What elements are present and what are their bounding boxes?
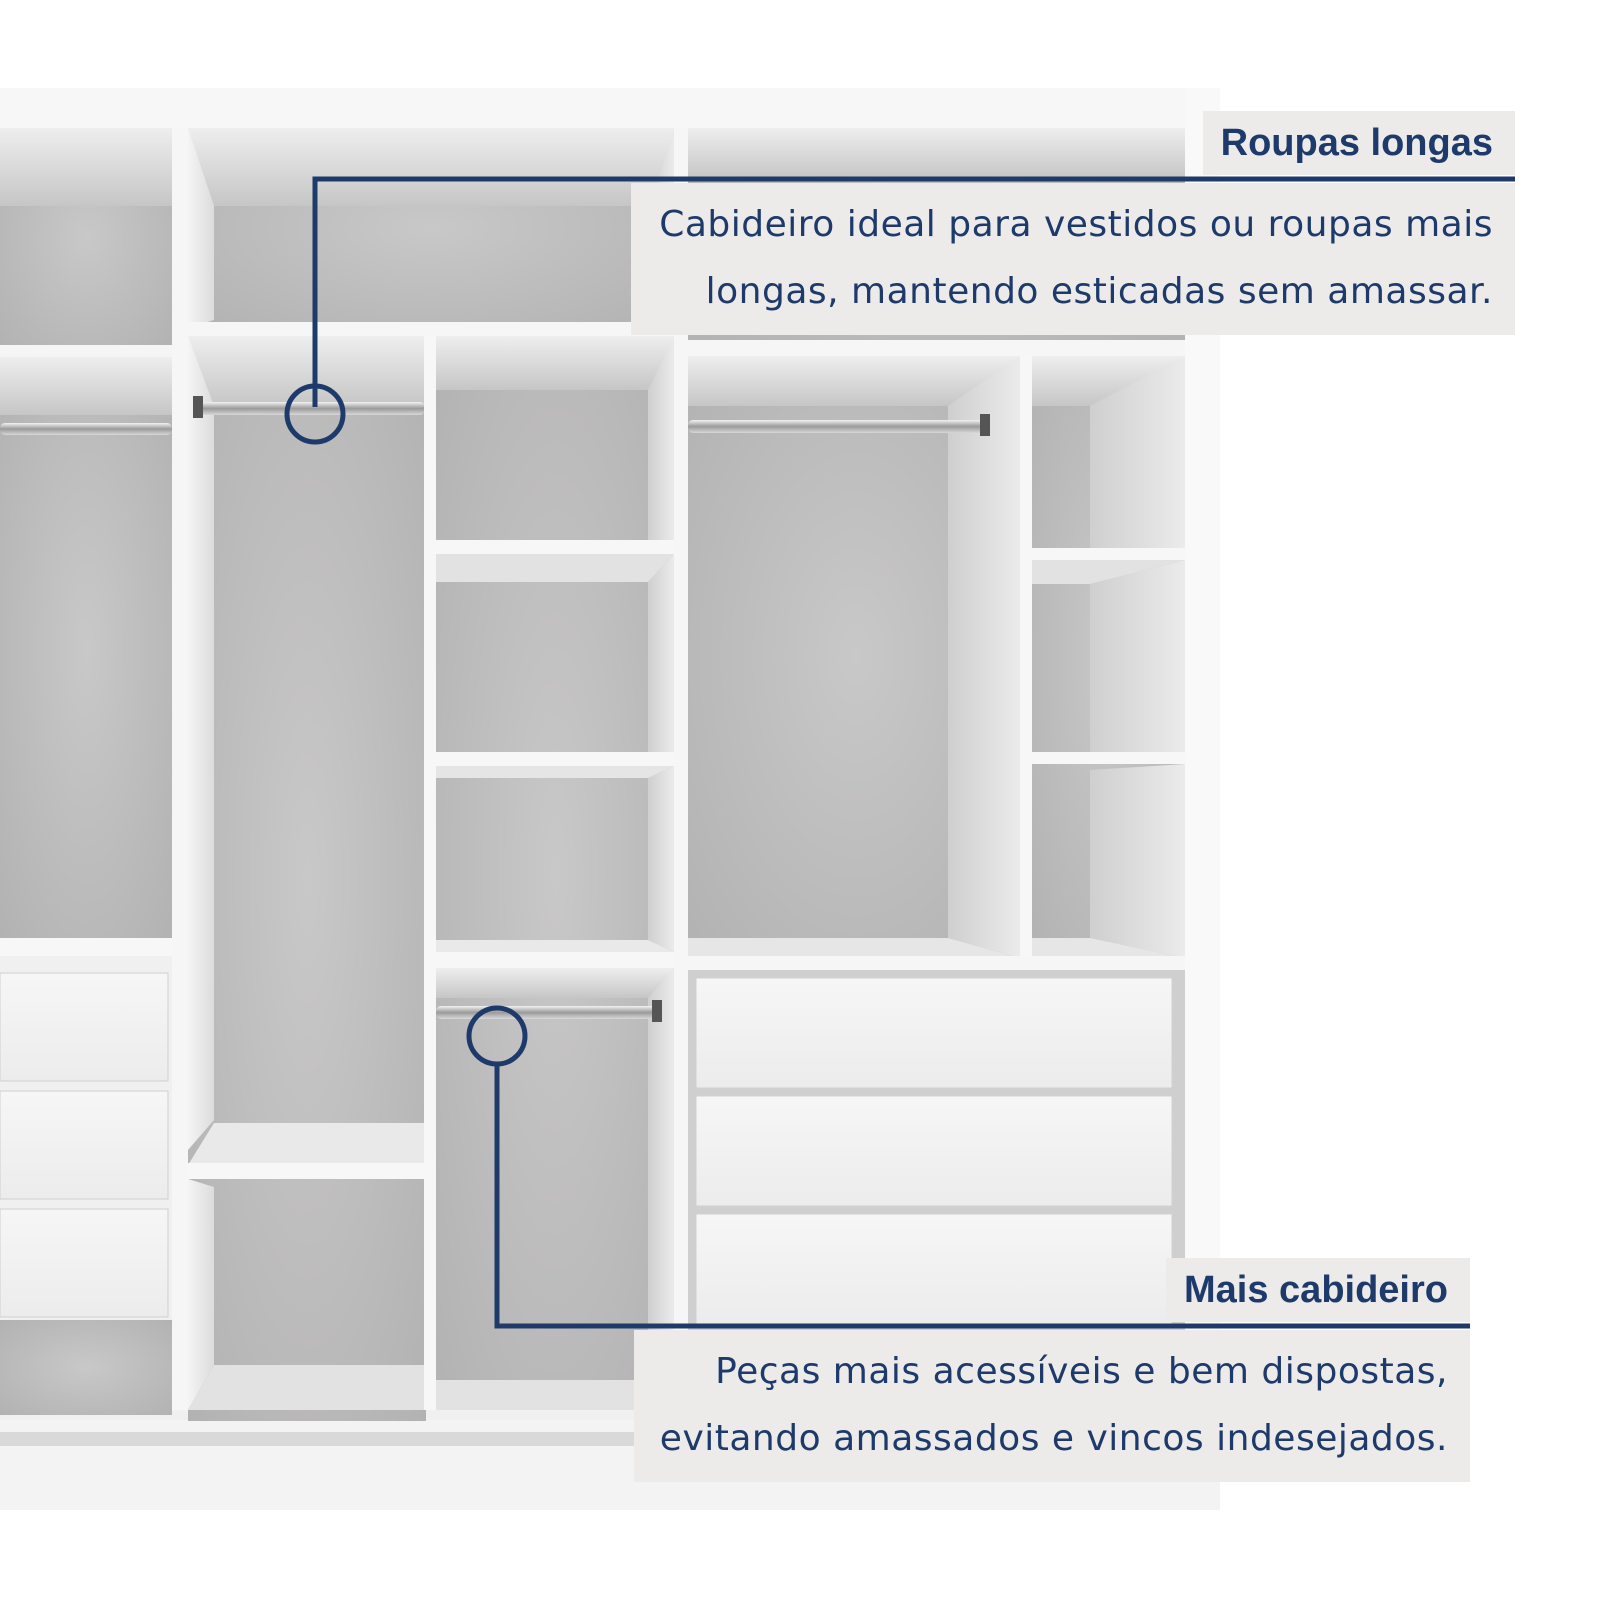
- compartment-b1-left-side: [188, 336, 214, 1150]
- shelf-c2-1: [1032, 548, 1185, 560]
- shelf-c-bottom: [688, 956, 1185, 970]
- callout-top-title: Roupas longas: [1203, 111, 1515, 175]
- hanging-rod-long: [195, 402, 425, 415]
- compartment-b2-right-side-2: [648, 554, 674, 752]
- shelf-b2-3-surface: [436, 940, 674, 952]
- compartment-c-top-ceiling: [688, 128, 1185, 178]
- shelf-b2-2-depth: [436, 766, 674, 778]
- drawer-c3: [696, 1214, 1172, 1324]
- drawer-a1: [0, 973, 168, 1081]
- drawer-c2: [696, 1096, 1172, 1206]
- divider-1: [172, 128, 188, 1410]
- shelf-b2-2: [436, 752, 674, 766]
- sliding-track: [0, 1432, 640, 1446]
- callout-bottom-title: Mais cabideiro: [1166, 1258, 1470, 1322]
- shelf-b2-3: [436, 952, 674, 968]
- callout-top-line-2: longas, mantendo esticadas sem amassar.: [705, 271, 1493, 312]
- compartment-b2-ceiling: [436, 336, 674, 390]
- hanging-rod-c: [688, 420, 986, 433]
- compartment-b1-floor: [188, 1365, 426, 1410]
- shelf-c-top: [688, 340, 1185, 356]
- shelf-b1: [188, 1163, 426, 1179]
- compartment-b2-lower-ceiling: [436, 968, 674, 998]
- callout-bottom-body: [634, 1330, 1470, 1482]
- compartment-b2-right-side-3: [648, 766, 674, 952]
- compartment-a-bottom: [0, 1320, 172, 1415]
- compartment-a-top-ceiling: [0, 128, 172, 206]
- compartment-c2-right-side-3: [1090, 764, 1185, 958]
- shelf-c2-2: [1032, 752, 1185, 764]
- compartment-b1-hang: [188, 336, 426, 1421]
- compartment-c1-right-side: [948, 356, 1020, 958]
- shelf-a1: [0, 345, 178, 357]
- hanging-rod-short: [436, 1006, 658, 1019]
- compartment-b2: [436, 336, 674, 1410]
- divider-2: [424, 336, 436, 1410]
- shelf-b2-1: [436, 540, 674, 554]
- rod-bracket-c: [980, 414, 990, 436]
- compartment-a-hang-ceiling: [0, 357, 172, 415]
- shelf-b-top: [188, 322, 674, 336]
- drawer-c1: [696, 978, 1172, 1088]
- callout-bottom-line-1: Peças mais acessíveis e bem dispostas,: [715, 1351, 1448, 1392]
- compartment-a-hang: [0, 357, 172, 942]
- hanging-rod-a: [0, 423, 172, 435]
- rod-bracket-right: [652, 1000, 662, 1022]
- compartment-b1-ceiling: [188, 336, 426, 406]
- callout-bottom-line-2: evitando amassados e vincos indesejados.: [659, 1418, 1448, 1459]
- shelf-b2-1-depth: [436, 554, 674, 582]
- shelf-a2: [0, 938, 178, 956]
- compartment-b-top-ceiling: [188, 128, 674, 206]
- rod-bracket-left: [193, 396, 203, 418]
- compartment-c2-right-side-2: [1090, 560, 1185, 752]
- cabinet-top-rail: [0, 88, 1220, 128]
- callout-top-body: [631, 183, 1515, 335]
- callout-top-line-1: Cabideiro ideal para vestidos ou roupas mais: [659, 204, 1493, 245]
- drawer-a2: [0, 1091, 168, 1199]
- shelf-b1-surface: [188, 1123, 426, 1165]
- drawer-a3: [0, 1209, 168, 1317]
- divider-4: [1020, 356, 1032, 956]
